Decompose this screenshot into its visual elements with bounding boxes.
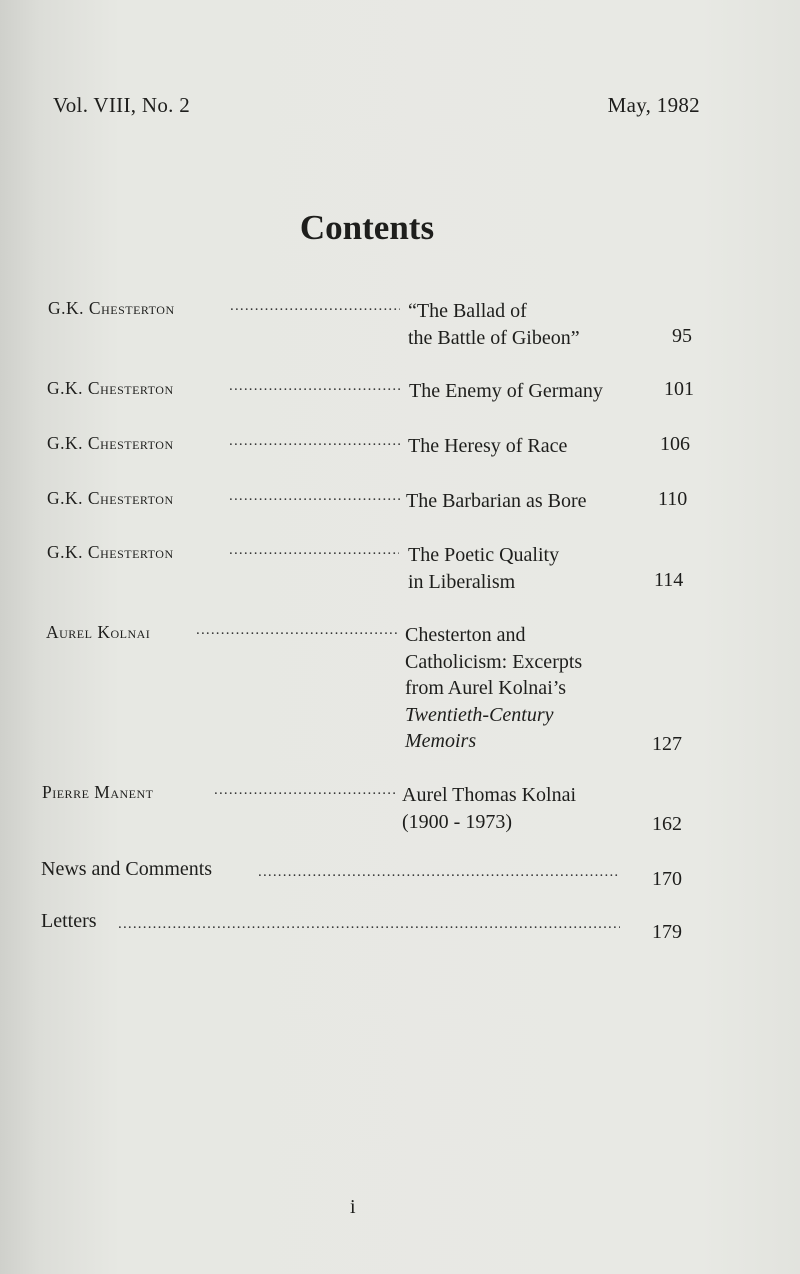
toc-article-title[interactable] — [408, 298, 580, 352]
toc-section-label[interactable]: News and Comments — [41, 858, 213, 880]
title-line: from Aurel Kolnai’s — [405, 677, 567, 699]
title-line: The Barbarian as Bore — [406, 490, 587, 512]
dot-leader — [229, 378, 401, 400]
dot-leader — [258, 864, 620, 886]
toc-article-title[interactable] — [402, 782, 576, 836]
page-folio: i — [350, 1196, 356, 1218]
toc-author: G.K. Chesterton — [48, 298, 175, 318]
title-line: The Heresy of Race — [408, 435, 568, 457]
title-line: “The Ballad of — [408, 300, 527, 322]
toc-page-number: 95 — [672, 325, 692, 347]
toc-page-number: 101 — [664, 378, 694, 400]
toc-article-title[interactable] — [409, 378, 603, 405]
title-line: Aurel Thomas Kolnai — [402, 784, 577, 806]
toc-section — [0, 910, 800, 970]
dot-leader — [229, 542, 399, 564]
title-line: Twentieth-Century — [405, 703, 554, 726]
toc-page-number: 170 — [652, 868, 682, 890]
toc-article-title[interactable] — [408, 542, 559, 596]
toc-entry — [0, 488, 800, 548]
title-line: Catholicism: Excerpts — [405, 650, 583, 673]
dot-leader — [230, 298, 400, 320]
dot-leader — [214, 782, 397, 804]
toc-entry — [0, 622, 800, 755]
toc-entry — [0, 378, 800, 438]
toc-section — [0, 858, 800, 918]
volume-number: Vol. VIII, No. 2 — [53, 93, 191, 117]
toc-entry — [0, 542, 800, 602]
toc-author: G.K. Chesterton — [47, 378, 174, 398]
toc-article-title[interactable] — [406, 488, 586, 515]
issue-date: May, 1982 — [607, 93, 700, 117]
dot-leader — [196, 622, 399, 644]
toc-entry — [0, 298, 800, 358]
dot-leader — [229, 433, 401, 455]
toc-entry — [0, 782, 800, 842]
toc-article-title[interactable] — [408, 433, 567, 460]
title-line: The Poetic Quality — [408, 544, 560, 566]
toc-page-number: 127 — [652, 733, 682, 755]
title-line: (1900 - 1973) — [402, 811, 512, 833]
toc-page-number: 114 — [654, 569, 684, 591]
dot-leader — [118, 916, 620, 938]
toc-page-number: 110 — [658, 488, 688, 510]
toc-author: G.K. Chesterton — [47, 433, 174, 453]
toc-author: Aurel Kolnai — [46, 622, 151, 642]
title-line: in Liberalism — [408, 571, 516, 593]
title-line: Memoirs — [405, 730, 477, 752]
toc-page-number: 162 — [652, 813, 682, 835]
toc-author: G.K. Chesterton — [47, 542, 174, 562]
toc-article-title[interactable] — [405, 622, 582, 755]
toc-entry — [0, 433, 800, 493]
dot-leader — [229, 488, 401, 510]
toc-author: Pierre Manent — [42, 782, 154, 802]
page-title: Contents — [299, 208, 435, 247]
toc-author: G.K. Chesterton — [47, 488, 174, 508]
toc-page-number: 179 — [652, 921, 682, 943]
title-line: the Battle of Gibeon” — [408, 327, 580, 349]
title-line: Chesterton and — [405, 624, 526, 646]
toc-section-label[interactable]: Letters — [41, 910, 97, 932]
toc-page-number: 106 — [660, 433, 690, 455]
title-line: The Enemy of Germany — [409, 380, 603, 402]
